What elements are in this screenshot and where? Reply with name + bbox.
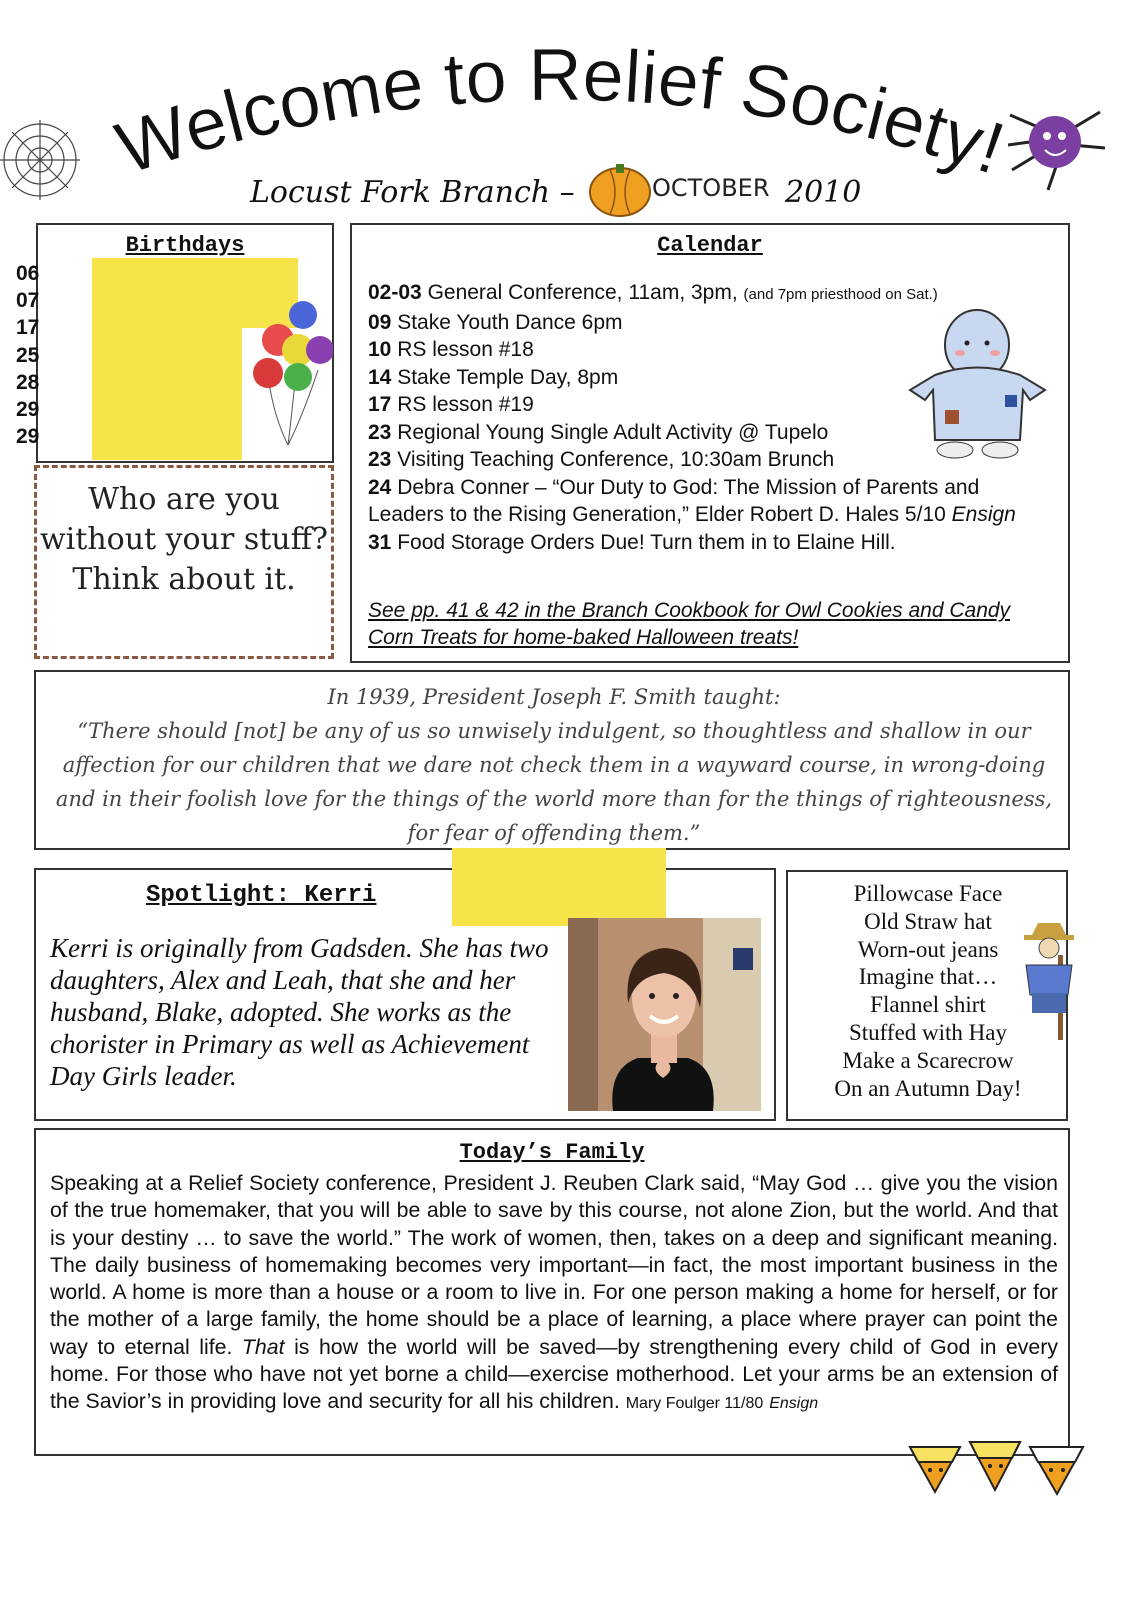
poem-line: On an Autumn Day! <box>834 1075 1022 1101</box>
subtitle <box>240 162 940 222</box>
birthday-row: 28 <box>16 371 40 394</box>
redaction-sticky-note <box>92 320 242 460</box>
poem-line: Worn-out jeans <box>857 936 999 962</box>
birthdays-title: Birthdays <box>125 233 245 258</box>
candy-corn-icon <box>905 1432 1090 1497</box>
calendar-item: 17 RS lesson #19 <box>368 393 534 416</box>
spider-icon <box>1008 112 1105 190</box>
calendar-item: 10 RS lesson #18 <box>368 338 534 361</box>
poem-line: Imagine that… <box>858 964 998 990</box>
scarecrow-icon <box>1018 915 1080 1040</box>
spider-web-icon <box>0 120 80 200</box>
prophet-quote <box>34 670 1070 850</box>
redaction-sticky-note <box>452 848 666 926</box>
profile-photo <box>568 918 761 1111</box>
reflection-note <box>34 465 334 659</box>
birthday-row: 17 <box>16 316 40 339</box>
branch-name: Locust Fork Branch – <box>250 175 575 210</box>
svg-text:Welcome to Relief Society!: Welcome to Relief Society! <box>106 32 1015 191</box>
calendar-title: Calendar <box>657 233 763 258</box>
calendar-item: 14 Stake Temple Day, 8pm <box>368 365 619 389</box>
ghost-icon <box>905 305 1050 465</box>
poem-line: Pillowcase Face <box>853 881 1003 906</box>
calendar-footer-note: See pp. 41 & 42 in the Branch Cookbook for Owl Cookies and Candy Corn Treats for home-baked Halloween treats! <box>368 599 1011 649</box>
birthday-row: 07 <box>16 289 40 312</box>
year-label: 2010 <box>785 175 862 210</box>
reflection-text: Who are you without your stuff? Think about it. <box>39 482 328 597</box>
balloons-icon <box>238 295 333 455</box>
spotlight-text: Kerri is originally from Gadsden. She has two daughters, Alex and Leah, that she and her husband, Blake, adopted. She works as the chorister in Primary as well as Achievement Day Girls leader. <box>50 933 549 1091</box>
birthday-row: 06 <box>16 262 40 285</box>
quote-intro: In 1939, President Joseph F. Smith taught: <box>327 685 781 709</box>
calendar-item: 23 Visiting Teaching Conference, 10:30am Brunch <box>368 448 835 471</box>
calendar-item: 24 Debra Conner – “Our Duty to God: The Mission of Parents and Leaders to the Rising Generation,” Elder Robert D. Hales 5/10 Ensign <box>368 475 1016 526</box>
birthday-row: 29 <box>16 425 40 448</box>
pumpkin-icon <box>590 164 650 216</box>
month-label: OCTOBER <box>652 174 770 202</box>
birthday-row: 25 <box>16 344 40 367</box>
todays-family-panel <box>34 1128 1070 1456</box>
quote-text: “There should [not] be any of us so unwisely indulgent, so thoughtless and shallow in our affection for our children that we dare not check them in a wayward course, in wrong-doing and in their foolish love for the things of the world more than for the things of righteousness, for fear of offending them.” <box>55 719 1053 845</box>
poem-line: Stuffed with Hay <box>848 1019 1007 1045</box>
birthday-row: 29 <box>16 398 40 421</box>
spotlight-title: Spotlight: Kerri <box>146 882 377 909</box>
todays-family-title: Today’s Family <box>459 1140 645 1165</box>
calendar-item: 02-03 General Conference, 11am, 3pm, (and 7pm priesthood on Sat.) <box>368 281 938 304</box>
poem-line: Old Straw hat <box>864 908 992 934</box>
poem-line: Make a Scarecrow <box>842 1047 1014 1073</box>
todays-family-text: Speaking at a Relief Society conference, President J. Reuben Clark said, “May God … give you the vision of the true homemaker, that you will be able to save by this course, not alone Zion, but the world. And that is your destiny … to save the world.” The work of women, then, takes on a deep and significant meaning. The daily business of homemaking becomes very important—in fact, the most important business in the world. A home is more than a house or a room to live in. For one person making a home for herself, or for the mother of a large family, the home should be a place of learning, a place where prayer can point the way to eternal life. That is how the world will be saved—by strengthening every child of God in every home. For those who have not yet borne a child—exercise motherhood. Let your arms be an extension of the Savior’s in providing love and security for all his children. Mary Foulger 11/80 Ensign <box>50 1171 1059 1414</box>
poem-line: Flannel shirt <box>870 992 986 1018</box>
calendar-item: 23 Regional Young Single Adult Activity @ Tupelo <box>368 420 829 444</box>
calendar-item: 09 Stake Youth Dance 6pm <box>368 310 623 334</box>
calendar-item: 31 Food Storage Orders Due! Turn them in to Elaine Hill. <box>368 530 896 554</box>
